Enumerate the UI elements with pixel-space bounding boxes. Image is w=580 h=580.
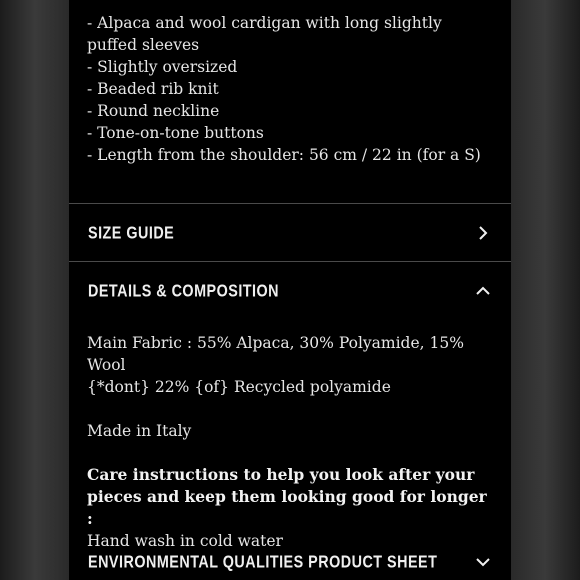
accordion-size-guide[interactable] [69,204,511,262]
product-info-panel [69,0,511,580]
accordion-environmental[interactable] [69,533,511,580]
accordion-title-size-guide: SIZE GUIDE [88,222,175,243]
fabric-composition [87,332,487,398]
made-in: Made in Italy [87,422,192,440]
chevron-right-icon [475,225,491,241]
accordion-title-details: DETAILS & COMPOSITION [88,280,280,301]
care-text: Hand wash in cold water [87,532,283,550]
product-description [87,12,487,166]
chevron-up-icon [475,283,491,299]
accordion-title-environmental: ENVIRONMENTAL QUALITIES PRODUCT SHEET [88,551,438,572]
accordion-details-composition[interactable] [69,262,511,320]
description-bullet: - Length from the shoulder: 56 cm / 22 in (for a S) [87,146,481,164]
description-bullet: - Alpaca and wool cardigan with long slightly puffed sleeves [87,14,442,54]
chevron-down-icon [475,554,491,570]
description-bullet: - Beaded rib knit [87,80,219,98]
fabric-line: {*dont} 22% {of} Recycled polyamide [87,378,391,396]
fabric-line: Main Fabric : 55% Alpaca, 30% Polyamide, 15% Wool [87,334,464,374]
care-heading: Care instructions to help you look after your pieces and keep them looking good for longer : [87,465,487,528]
details-composition-content [87,332,487,552]
description-bullet: - Slightly oversized [87,58,238,76]
description-bullet: - Round neckline [87,102,220,120]
description-bullet: - Tone-on-tone buttons [87,124,264,142]
